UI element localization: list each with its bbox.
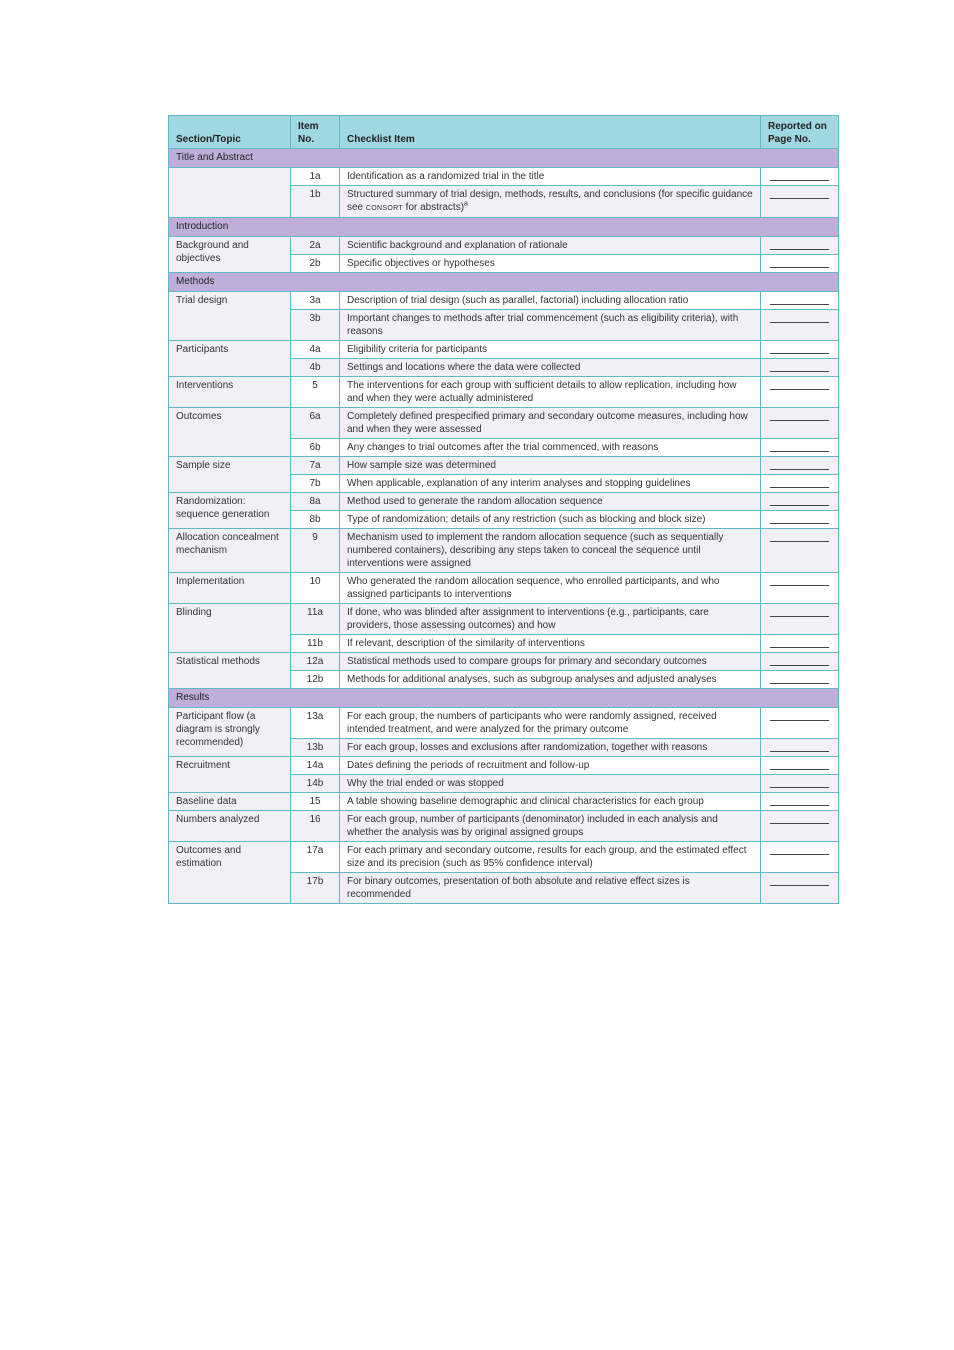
- checklist-item-cell: For each group, number of participants (denominator) included in each analysis and whether the analysis was by original assigned groups: [340, 811, 761, 842]
- table-row: [169, 529, 839, 573]
- table-row: [169, 842, 839, 873]
- table-row: [169, 292, 839, 310]
- item-number-cell: 14a: [291, 757, 340, 775]
- page-number-blank-line[interactable]: [770, 647, 829, 648]
- page-number-cell: [761, 671, 839, 689]
- page-number-cell: [761, 457, 839, 475]
- topic-cell: Sample size: [169, 457, 291, 493]
- checklist-body: [169, 149, 839, 904]
- page-number-blank-line[interactable]: [770, 451, 829, 452]
- item-number-cell: 12b: [291, 671, 340, 689]
- table-row: [169, 237, 839, 255]
- item-number-cell: 4b: [291, 359, 340, 377]
- checklist-item-cell: Settings and locations where the data were collected: [340, 359, 761, 377]
- topic-cell: Blinding: [169, 604, 291, 653]
- page-number-cell: [761, 653, 839, 671]
- item-number-cell: 11a: [291, 604, 340, 635]
- page-number-cell: [761, 186, 839, 218]
- item-number-cell: 14b: [291, 775, 340, 793]
- table-row: [169, 493, 839, 511]
- item-number-cell: 6a: [291, 408, 340, 439]
- page-number-blank-line[interactable]: [770, 823, 829, 824]
- checklist-item-cell: For each group, losses and exclusions after randomization, together with reasons: [340, 739, 761, 757]
- page-number-cell: [761, 237, 839, 255]
- page-number-blank-line[interactable]: [770, 487, 829, 488]
- item-number-cell: 2a: [291, 237, 340, 255]
- page-number-blank-line[interactable]: [770, 322, 829, 323]
- page-number-blank-line[interactable]: [770, 787, 829, 788]
- item-number-cell: 7a: [291, 457, 340, 475]
- item-number-cell: 1a: [291, 168, 340, 186]
- checklist-item-cell: Completely defined prespecified primary and secondary outcome measures, including how and when they were assessed: [340, 408, 761, 439]
- page-number-blank-line[interactable]: [770, 389, 829, 390]
- table-row: [169, 408, 839, 439]
- item-number-cell: 17a: [291, 842, 340, 873]
- topic-cell: Background and objectives: [169, 237, 291, 273]
- checklist-item-cell: Method used to generate the random allocation sequence: [340, 493, 761, 511]
- checklist-item-cell: Why the trial ended or was stopped: [340, 775, 761, 793]
- item-number-cell: 16: [291, 811, 340, 842]
- section-title: Introduction: [169, 218, 839, 237]
- page-number-blank-line[interactable]: [770, 720, 829, 721]
- checklist-item-cell: If relevant, description of the similarity of interventions: [340, 635, 761, 653]
- table-row: [169, 457, 839, 475]
- page-number-blank-line[interactable]: [770, 751, 829, 752]
- item-number-cell: 3b: [291, 310, 340, 341]
- topic-cell: Allocation concealment mechanism: [169, 529, 291, 573]
- page-number-cell: [761, 255, 839, 273]
- item-number-cell: 7b: [291, 475, 340, 493]
- checklist-item-cell: Mechanism used to implement the random allocation sequence (such as sequentially numbered containers), describing any steps taken to conceal the sequence until interventions were assigned: [340, 529, 761, 573]
- page-number-cell: [761, 739, 839, 757]
- checklist-item-cell: The interventions for each group with sufficient details to allow replication, including how and when they were actually administered: [340, 377, 761, 408]
- checklist-item-cell: Structured summary of trial design, methods, results, and conclusions (for specific guidance see CONSORT for abstracts)$^a$: [340, 186, 761, 218]
- page-number-blank-line[interactable]: [770, 523, 829, 524]
- page-number-cell: [761, 310, 839, 341]
- page-number-blank-line[interactable]: [770, 180, 829, 181]
- topic-cell: Participants: [169, 341, 291, 377]
- page-number-blank-line[interactable]: [770, 665, 829, 666]
- section-title: Title and Abstract: [169, 149, 839, 168]
- page-number-cell: [761, 775, 839, 793]
- page-number-blank-line[interactable]: [770, 616, 829, 617]
- consort-smallcaps: CONSORT: [365, 205, 403, 212]
- item-number-cell: 4a: [291, 341, 340, 359]
- page-number-blank-line[interactable]: [770, 420, 829, 421]
- checklist-item-cell: Who generated the random allocation sequence, who enrolled participants, and who assigned participants to interventions: [340, 573, 761, 604]
- item-number-cell: 11b: [291, 635, 340, 653]
- page-number-cell: [761, 341, 839, 359]
- item-number-cell: 17b: [291, 873, 340, 904]
- page-number-cell: [761, 511, 839, 529]
- table-row: [169, 811, 839, 842]
- topic-cell: Statistical methods: [169, 653, 291, 689]
- item-number-cell: 1b: [291, 186, 340, 218]
- page-number-blank-line[interactable]: [770, 885, 829, 886]
- page-number-cell: [761, 377, 839, 408]
- page-number-blank-line[interactable]: [770, 505, 829, 506]
- table-row: [169, 377, 839, 408]
- table-row: [169, 793, 839, 811]
- item-number-cell: 12a: [291, 653, 340, 671]
- checklist-item-cell: Type of randomization; details of any restriction (such as blocking and block size): [340, 511, 761, 529]
- page-number-blank-line[interactable]: [770, 805, 829, 806]
- checklist-item-cell: Description of trial design (such as parallel, factorial) including allocation ratio: [340, 292, 761, 310]
- item-number-cell: 8b: [291, 511, 340, 529]
- topic-cell: Baseline data: [169, 793, 291, 811]
- table-row: [169, 604, 839, 635]
- section-row: [169, 218, 839, 237]
- page-number-blank-line[interactable]: [770, 304, 829, 305]
- item-number-cell: 15: [291, 793, 340, 811]
- table-row: [169, 573, 839, 604]
- page-number-cell: [761, 811, 839, 842]
- topic-cell: Interventions: [169, 377, 291, 408]
- section-title: Methods: [169, 273, 839, 292]
- section-row: [169, 273, 839, 292]
- checklist-item-cell: Statistical methods used to compare groups for primary and secondary outcomes: [340, 653, 761, 671]
- checklist-item-cell: If done, who was blinded after assignment to interventions (e.g., participants, care providers, those assessing outcomes) and how: [340, 604, 761, 635]
- checklist-item-cell: Scientific background and explanation of rationale: [340, 237, 761, 255]
- section-title: Results: [169, 689, 839, 708]
- page-number-blank-line[interactable]: [770, 249, 829, 250]
- topic-cell: Outcomes: [169, 408, 291, 457]
- page-number-blank-line[interactable]: [770, 469, 829, 470]
- page-number-blank-line[interactable]: [770, 353, 829, 354]
- page-number-blank-line[interactable]: [770, 267, 829, 268]
- section-row: [169, 149, 839, 168]
- topic-cell: Recruitment: [169, 757, 291, 793]
- page-number-blank-line[interactable]: [770, 854, 829, 855]
- table-row: [169, 653, 839, 671]
- page-number-blank-line[interactable]: [770, 541, 829, 542]
- header-reported-page: Reported on Page No.: [761, 116, 839, 149]
- checklist-item-cell: For each group, the numbers of participants who were randomly assigned, received intended treatment, and were analyzed for the primary outcome: [340, 708, 761, 739]
- page-number-cell: [761, 475, 839, 493]
- section-row: [169, 689, 839, 708]
- page-number-cell: [761, 292, 839, 310]
- checklist-item-cell: Any changes to trial outcomes after the trial commenced, with reasons: [340, 439, 761, 457]
- item-number-cell: 5: [291, 377, 340, 408]
- topic-cell: Implementation: [169, 573, 291, 604]
- table-row: [169, 341, 839, 359]
- header-checklist-item: Checklist Item: [340, 116, 761, 149]
- page-number-cell: [761, 408, 839, 439]
- consort-checklist-table: [168, 115, 839, 904]
- page-number-cell: [761, 529, 839, 573]
- checklist-item-cell: When applicable, explanation of any interim analyses and stopping guidelines: [340, 475, 761, 493]
- header-section-topic: Section/Topic: [169, 116, 291, 149]
- page-number-cell: [761, 873, 839, 904]
- footnote-marker: a: [464, 200, 468, 208]
- table-row: [169, 757, 839, 775]
- topic-cell: Outcomes and estimation: [169, 842, 291, 904]
- checklist-item-cell: Eligibility criteria for participants: [340, 341, 761, 359]
- header-item-no: Item No.: [291, 116, 340, 149]
- checklist-item-cell: Identification as a randomized trial in the title: [340, 168, 761, 186]
- topic-cell: Numbers analyzed: [169, 811, 291, 842]
- topic-cell: Participant flow (a diagram is strongly recommended): [169, 708, 291, 757]
- item-number-cell: 13b: [291, 739, 340, 757]
- checklist-item-cell: For each primary and secondary outcome, results for each group, and the estimated effect size and its precision (such as 95% confidence interval): [340, 842, 761, 873]
- checklist-item-cell: Dates defining the periods of recruitment and follow-up: [340, 757, 761, 775]
- page-number-cell: [761, 439, 839, 457]
- table-row: [169, 708, 839, 739]
- item-number-cell: 2b: [291, 255, 340, 273]
- table-header-row: [169, 116, 839, 149]
- page-number-blank-line[interactable]: [770, 198, 829, 199]
- page-number-cell: [761, 708, 839, 739]
- page-number-blank-line[interactable]: [770, 585, 829, 586]
- item-number-cell: 3a: [291, 292, 340, 310]
- page-number-cell: [761, 604, 839, 635]
- checklist-item-cell: Specific objectives or hypotheses: [340, 255, 761, 273]
- topic-cell: [169, 168, 291, 218]
- item-number-cell: 9: [291, 529, 340, 573]
- checklist-item-cell: A table showing baseline demographic and clinical characteristics for each group: [340, 793, 761, 811]
- page-number-cell: [761, 842, 839, 873]
- page-number-cell: [761, 635, 839, 653]
- table-row: [169, 168, 839, 186]
- page-number-blank-line[interactable]: [770, 769, 829, 770]
- page-number-cell: [761, 793, 839, 811]
- checklist-item-cell: Important changes to methods after trial commencement (such as eligibility criteria), with reasons: [340, 310, 761, 341]
- checklist-item-cell: Methods for additional analyses, such as subgroup analyses and adjusted analyses: [340, 671, 761, 689]
- page-number-cell: [761, 168, 839, 186]
- item-number-cell: 8a: [291, 493, 340, 511]
- item-number-cell: 13a: [291, 708, 340, 739]
- page-number-blank-line[interactable]: [770, 683, 829, 684]
- page-number-cell: [761, 359, 839, 377]
- item-number-cell: 10: [291, 573, 340, 604]
- page-number-blank-line[interactable]: [770, 371, 829, 372]
- page-number-cell: [761, 757, 839, 775]
- item-number-cell: 6b: [291, 439, 340, 457]
- page-number-cell: [761, 493, 839, 511]
- topic-cell: Randomization: sequence generation: [169, 493, 291, 529]
- page-number-cell: [761, 573, 839, 604]
- checklist-item-cell: For binary outcomes, presentation of both absolute and relative effect sizes is recommended: [340, 873, 761, 904]
- topic-cell: Trial design: [169, 292, 291, 341]
- checklist-item-cell: How sample size was determined: [340, 457, 761, 475]
